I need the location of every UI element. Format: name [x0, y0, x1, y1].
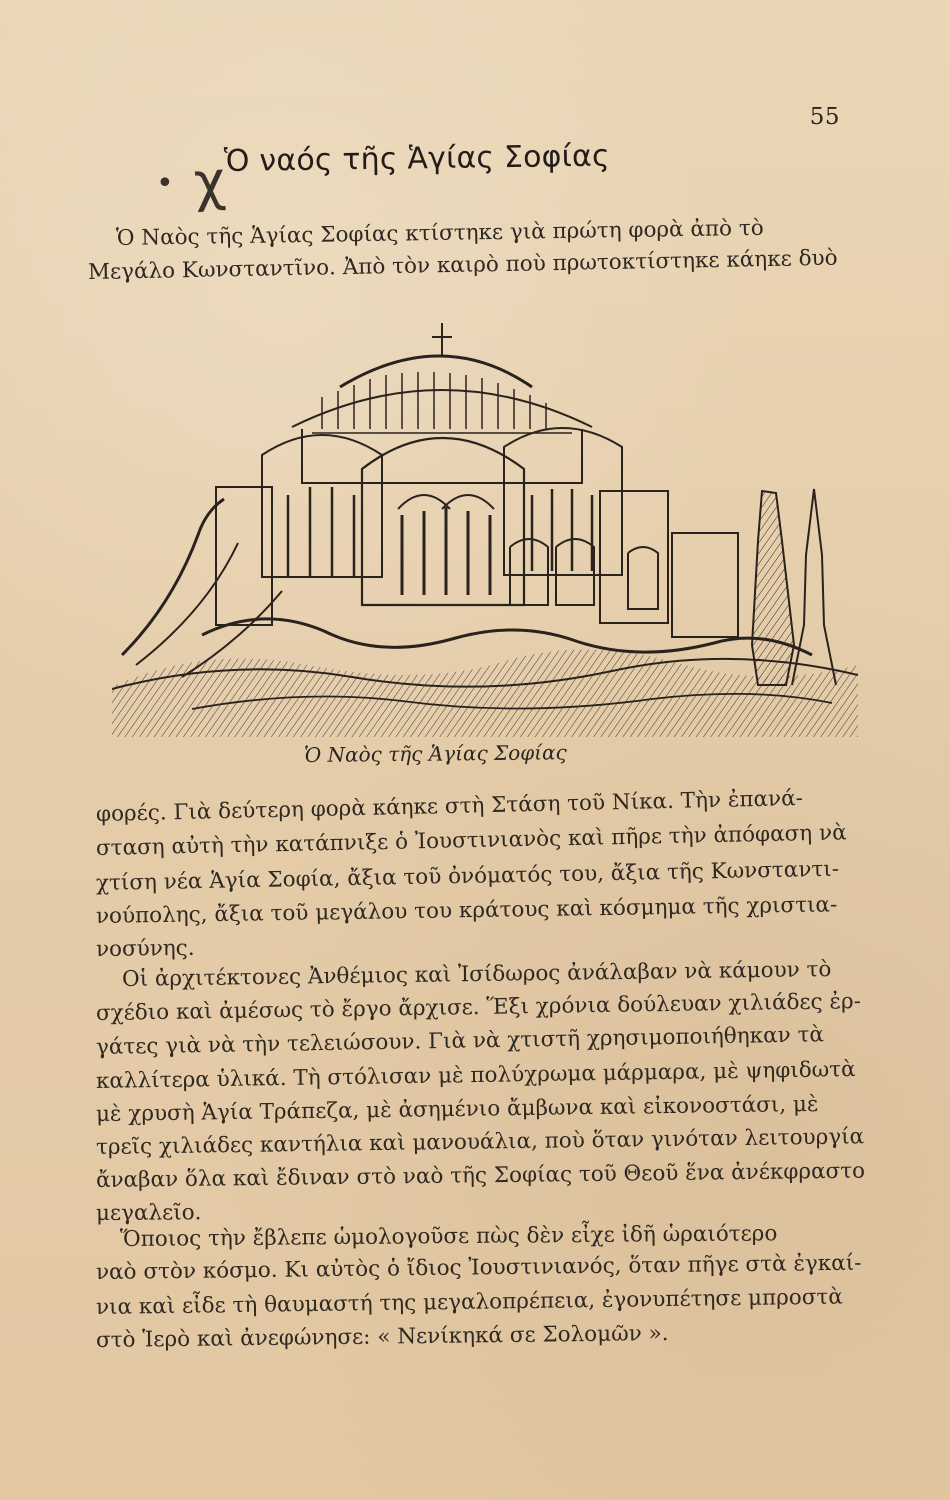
body-line-9: καλλίτερα ὑλικά. Τὴ στόλισαν μὲ πολύχρωμα μάρμαρα, μὲ ψηφιδωτὰ: [95, 1057, 856, 1094]
body-line-2: σταση αὐτὴ τὴν κατάπνιξε ὁ Ἰουστινιανὸς καὶ πῆρε τὴν ἀπόφαση νὰ: [95, 820, 847, 861]
illustration-caption: Ὁ Ναὸς τῆς Ἁγίας Σοφίας: [303, 740, 567, 767]
body-line-5: νοσύνης.: [95, 935, 195, 962]
body-line-14: Ὅποιος τὴν ἔβλεπε ὡμολογοῦσε πὼς δὲν εἶχε ἰδῆ ὡραιότερο: [119, 1221, 778, 1252]
intro-line-2: Μεγάλο Κωνσταντῖνο. Ἀπὸ τὸν καιρὸ ποὺ πρωτοκτίστηκε κάηκε δυὸ: [87, 245, 838, 285]
body-line-7: σχέδιο καὶ ἀμέσως τὸ ἔργο ἄρχισε. Ἕξι χρόνια δούλευαν χιλιάδες ἐρ-: [95, 988, 862, 1026]
church-illustration: [112, 305, 858, 737]
body-line-4: νούπολης, ἄξια τοῦ μεγάλου του κράτους καὶ κόσμημα τῆς χριστια-: [95, 892, 838, 929]
body-line-8: γάτες γιὰ νὰ τὴν τελειώσουν. Γιὰ νὰ χτιστῆ χρησιμοποιήθηκαν τὰ: [95, 1022, 825, 1060]
body-line-15: ναὸ στὸν κόσμο. Κι αὐτὸς ὁ ἴδιος Ἰουστινιανός, ὅταν πῆγε στὰ ἐγκαί-: [95, 1250, 862, 1285]
body-line-17: στὸ Ἱερὸ καὶ ἀνεφώνησε: « Νενίκηκά σε Σολομῶν ».: [95, 1321, 669, 1353]
body-line-12: ἄναβαν ὅλα καὶ ἔδιναν στὸ ναὸ τῆς Σοφίας τοῦ Θεοῦ ἕνα ἀνέκφραστο: [95, 1158, 866, 1193]
body-line-3: χτίση νέα Ἁγία Σοφία, ἄξια τοῦ ὀνόματός του, ἄξια τῆς Κωνσταντι-: [95, 856, 840, 896]
page-heading: Ὁ ναός τῆς Ἁγίας Σοφίας: [223, 138, 611, 179]
body-line-13: μεγαλεῖο.: [95, 1200, 202, 1226]
body-line-16: νια καὶ εἶδε τὴ θαυμαστή της μεγαλοπρέπεια, ἐγονυπέτησε μπροστὰ: [95, 1284, 844, 1320]
body-line-1: φορές. Γιὰ δεύτερη φορὰ κάηκε στὴ Στάση τοῦ Νίκα. Τὴν ἐπανά-: [95, 785, 804, 827]
handwritten-x-mark: χ: [191, 148, 228, 215]
handwritten-dot: •: [156, 166, 174, 201]
intro-line-1: Ὁ Ναὸς τῆς Ἁγίας Σοφίας κτίστηκε γιὰ πρώτη φορὰ ἀπὸ τὸ: [115, 215, 764, 251]
page-number: 55: [809, 104, 840, 130]
body-line-11: τρεῖς χιλιάδες καντήλια καὶ μανουάλια, ποὺ ὅταν γινόταν λειτουργία: [95, 1124, 865, 1160]
body-line-6: Οἱ ἀρχιτέκτονες Ἀνθέμιος καὶ Ἰσίδωρος ἀνάλαβαν νὰ κάμουν τὸ: [121, 957, 832, 992]
body-line-10: μὲ χρυσὴ Ἁγία Τράπεζα, μὲ ἀσημένιο ἄμβωνα καὶ εἰκονοστάσι, μὲ: [95, 1091, 819, 1127]
